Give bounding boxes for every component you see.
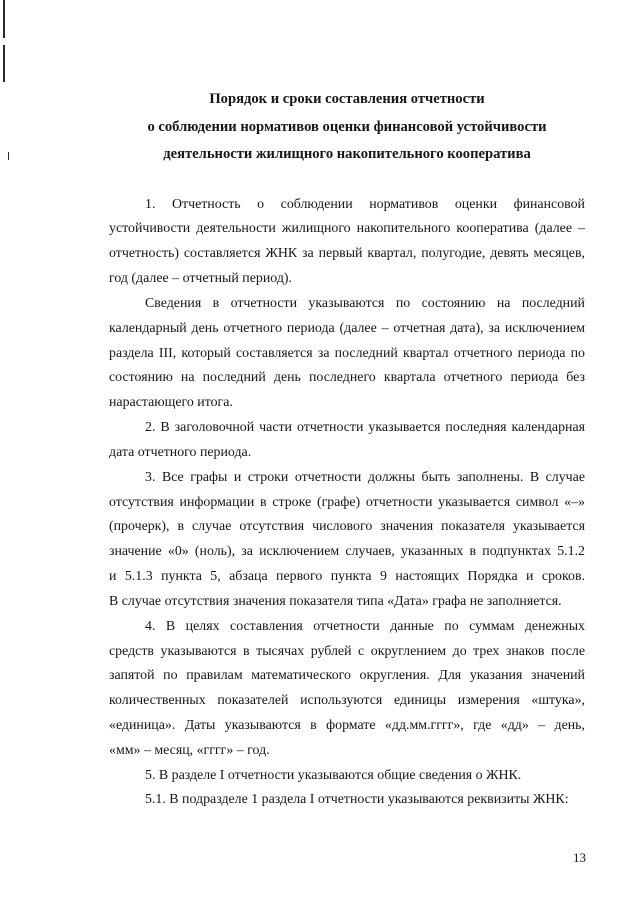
- title-line: Порядок и сроки составления отчетности: [209, 91, 485, 107]
- text-line: дата отчетного периода.: [109, 444, 252, 460]
- paragraph-item-5-1: [109, 788, 585, 813]
- scan-mark: [3, 0, 5, 38]
- text-line: 4. В целях составления отчетности данные по суммам денежных: [145, 618, 585, 634]
- paragraph-item-4: [109, 615, 585, 764]
- text-line: нарастающего итога.: [109, 395, 233, 411]
- title-line: деятельности жилищного накопительного кооператива: [163, 146, 531, 162]
- page-number: 13: [573, 850, 586, 865]
- text-line: Сведения в отчетности указываются по состоянию на последний: [145, 295, 585, 311]
- text-line: отсутствия информации в строке (графе) отчетности указывается символ «–»: [109, 494, 585, 510]
- text-line: и 5.1.3 пункта 5, абзаца первого пункта 9 настоящих Порядка и сроков.: [109, 569, 585, 585]
- text-line: раздела III, который составляется за последний квартал отчетного периода по: [109, 345, 585, 361]
- document-title: [109, 86, 585, 169]
- text-line: 3. Все графы и строки отчетности должны быть заполнены. В случае: [145, 469, 585, 485]
- text-line: календарный день отчетного периода (далее – отчетная дата), за исключением: [109, 320, 585, 336]
- scan-mark: [8, 152, 9, 160]
- paragraph-item-5: [109, 764, 585, 789]
- text-line: (прочерк), в случае отсутствия числового значения показателя указывается: [109, 519, 585, 535]
- text-line: устойчивости деятельности жилищного накопительного кооператива (далее –: [109, 221, 585, 237]
- text-line: год (далее – отчетный период).: [109, 271, 292, 287]
- text-line: отчетность) составляется ЖНК за первый квартал, полугодие, девять месяцев,: [109, 246, 585, 262]
- paragraph-item-3: [109, 466, 585, 615]
- text-line: 1. Отчетность о соблюдении нормативов оценки финансовой: [145, 196, 585, 212]
- text-line: «мм» – месяц, «гггг» – год.: [109, 742, 270, 758]
- paragraph-item-2: [109, 416, 585, 466]
- text-line: 5. В разделе I отчетности указываются общие сведения о ЖНК.: [145, 767, 522, 783]
- text-line: средств указываются в тысячах рублей с округлением до трех знаков после: [109, 643, 585, 659]
- document-body: [109, 193, 585, 814]
- text-line: В случае отсутствия значения показателя типа «Дата» графа не заполняется.: [109, 593, 562, 609]
- text-line: значение «0» (ноль), за исключением случаев, указанных в подпунктах 5.1.2: [109, 544, 585, 560]
- text-line: 2. В заголовочной части отчетности указывается последняя календарная: [145, 420, 585, 436]
- text-line: запятой по правилам математического округления. Для указания значений: [109, 668, 585, 684]
- scan-mark: [3, 45, 5, 82]
- text-line: «единица». Даты указываются в формате «дд.мм.гггг», где «дд» – день,: [109, 717, 585, 733]
- text-line: 5.1. В подразделе 1 раздела I отчетности указываются реквизиты ЖНК:: [145, 792, 569, 808]
- paragraph-reporting-date: [109, 292, 585, 416]
- text-line: состоянию на последний день последнего квартала отчетного периода без: [109, 370, 585, 386]
- text-line: количественных показателей используются единицы измерения «штука»,: [109, 693, 585, 709]
- paragraph-item-1: [109, 193, 585, 292]
- title-line: о соблюдении нормативов оценки финансовой устойчивости: [147, 118, 547, 135]
